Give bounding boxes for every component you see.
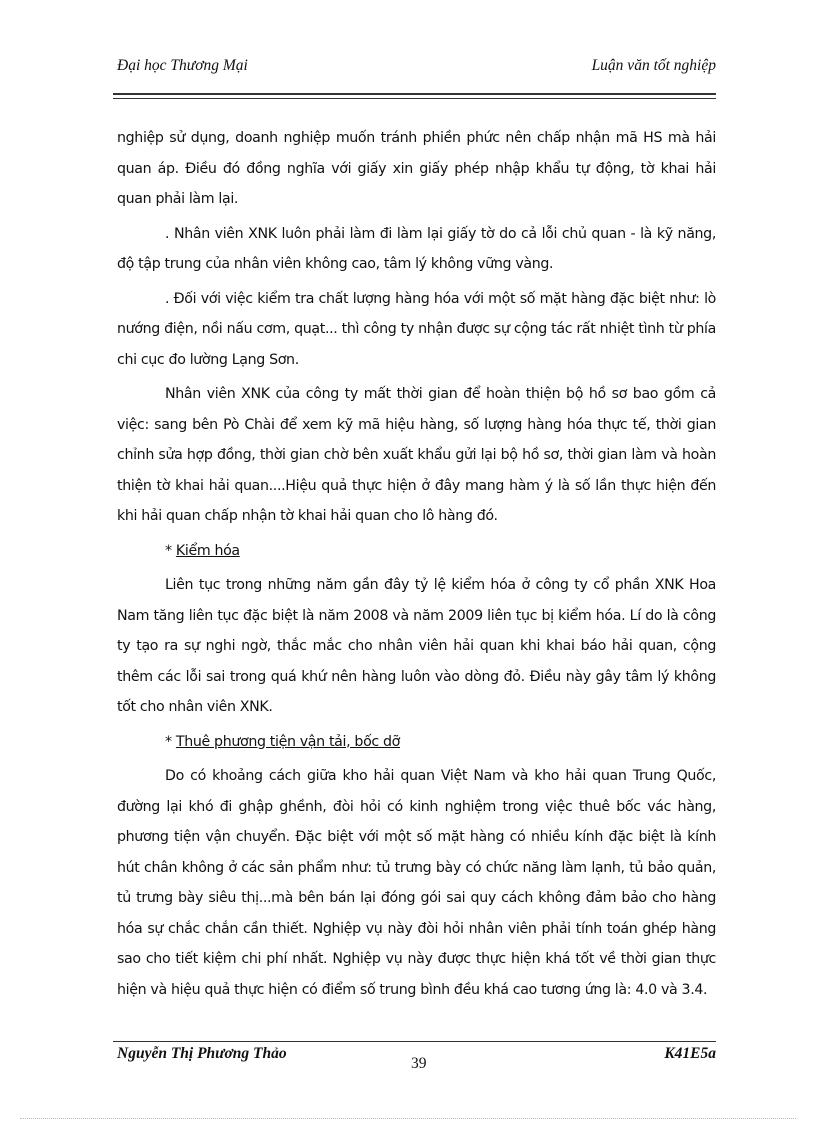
header-rule-thick <box>113 93 716 95</box>
page-bottom-border <box>20 1118 796 1119</box>
header-rule-thin <box>113 98 716 99</box>
paragraph-continuation: nghiệp sử dụng, doanh nghiệp muốn tránh phiền phức nên chấp nhận mã HS mà hải quan áp. Điều đó đồng nghĩa với giấy xin giấy phép nhập khẩu tự động, tờ khai hải quan phải làm lại. <box>117 130 716 207</box>
paragraph-dossier-time: Nhân viên XNK của công ty mất thời gian để hoàn thiện bộ hồ sơ bao gồm cả việc: sang bên Pò Chài để xem kỹ mã hiệu hàng, số lượng hàng hóa thực tế, thời gian chỉnh sửa hợp đồng, thời gian chờ bên xuất khẩu gửi lại bộ hồ sơ, thời gian làm và hoàn thiện tờ khai hải quan....Hiệu quả thực hiện ở đây mang hàm ý là số lần thực hiện đến khi hải quan chấp nhận tờ khai hải quan cho lô hàng đó. <box>117 386 716 524</box>
page-body <box>117 123 716 1009</box>
footer-rule <box>113 1041 716 1042</box>
paragraph-quality-inspection: . Đối với việc kiểm tra chất lượng hàng hóa với một số mặt hàng đặc biệt như: lò nướng điện, nồi nấu cơm, quạt... thì công ty nhận được sự cộng tác rất nhiệt tình từ phía chi cục đo lường Lạng Sơn. <box>117 290 716 368</box>
heading-bullet: * <box>165 542 176 559</box>
header-university: Đại học Thương Mại <box>117 57 248 74</box>
paragraph-transport: Do có khoảng cách giữa kho hải quan Việt Nam và kho hải quan Trung Quốc, đường lại khó đi ghập ghềnh, đòi hỏi có kinh nghiệm trong việc thuê bốc vác hàng, phương tiện vận chuyển. Đặc biệt với một số mặt hàng có nhiều kính đặc biệt là kính hút chân không ở các sản phẩm như: tủ trưng bày có chức năng làm lạnh, tủ bảo quản, tủ trưng bày siêu thị...mà bên bán lại đóng gói sai quy cách không đảm bảo cho hàng hóa sự chắc chắn cần thiết. Nghiệp vụ này đòi hỏi nhân viên phải tính toán ghép hàng sao cho tiết kiệm chi phí nhất. Nghiệp vụ này được thực hiện khá tốt về thời gian thực hiện và hiệu quả thực hiện có điểm số trung bình đều khá cao tương ứng là: 4.0 và 3.4. <box>117 768 716 998</box>
heading-inspection-label: Kiểm hóa <box>175 542 240 559</box>
paragraph-inspection-rate: Liên tục trong những năm gần đây tỷ lệ kiểm hóa ở công ty cổ phần XNK Hoa Nam tăng liên tục đặc biệt là năm 2008 và năm 2009 liên tục bị kiểm hóa. Lí do là công ty tạo ra sự nghi ngờ, thắc mắc cho nhân viên hải quan khi khai báo hải quan, cộng thêm các lỗi sai trong quá khứ nên hàng luôn vào dòng đỏ. Điều này gây tâm lý không tốt cho nhân viên XNK. <box>117 577 716 715</box>
page-header <box>113 57 716 79</box>
header-document-type: Luận văn tốt nghiệp <box>591 57 716 74</box>
section-heading-transport <box>117 727 716 758</box>
paragraph-staff-errors: . Nhân viên XNK luôn phải làm đi làm lại giấy tờ do cả lỗi chủ quan - là kỹ năng, độ tập trung của nhân viên không cao, tâm lý không vững vàng. <box>117 225 716 272</box>
page-footer <box>113 1045 716 1075</box>
section-heading-inspection <box>117 536 716 567</box>
footer-class-code: K41E5a <box>664 1045 716 1062</box>
footer-author: Nguyễn Thị Phương Thảo <box>117 1045 287 1062</box>
page-number: 39 <box>411 1055 427 1072</box>
heading-transport-label: Thuê phương tiện vận tải, bốc dỡ <box>175 733 400 750</box>
heading-bullet: * <box>165 733 176 750</box>
